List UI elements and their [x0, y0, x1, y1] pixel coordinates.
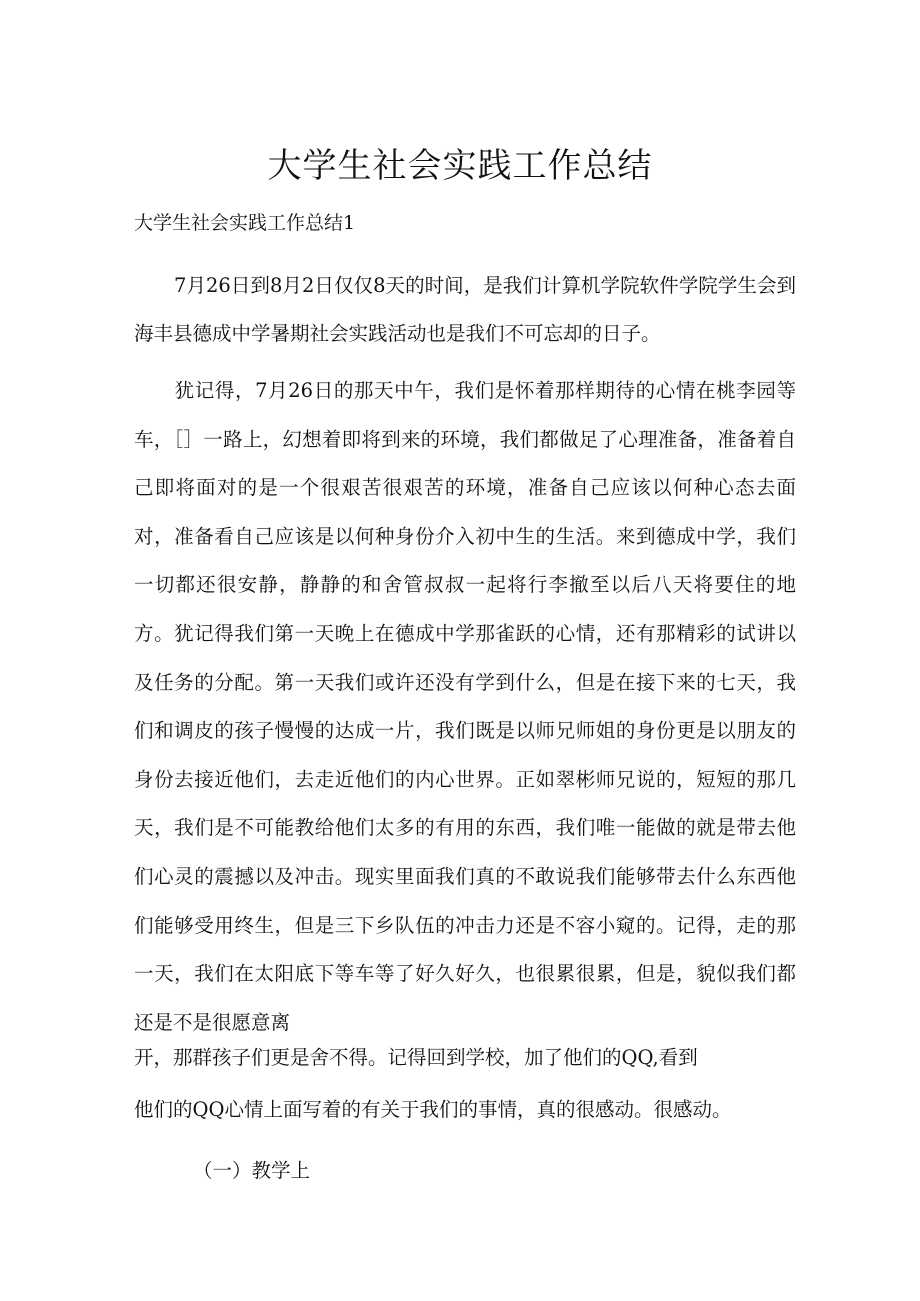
- paragraph-1-text: 7月26日到8月2日仅仅8天的时间，是我们计算机学院软件学院学生会到海丰县德成中学暑期社会实践活动也是我们不可忘却的日子。: [134, 274, 796, 345]
- paragraph-2: [134, 367, 796, 1047]
- document-subtitle: 大学生社会实践工作总结1: [134, 212, 356, 234]
- text-line-2: 他们的QQ心情上面写着的有关于我们的事情，真的很感动。很感动。: [134, 1098, 732, 1121]
- paragraph-2-text: 犹记得，7月26日的那天中午，我们是怀着那样期待的心情在桃李园等车，［］一路上，幻想着即将到来的环境，我们都做足了心理准备，准备着自己即将面对的是一个很艰苦很艰苦的环境，准备自己应该以何种心态去面对，准备看自己应该是以何种身份介入初中生的生活。来到德成中学，我们一切都还很安静，静静的和舍管叔叔一起将行李撤至以后八天将要住的地方。犹记得我们第一天晚上在德成中学那雀跃的心情，还有那精彩的试讲以及任务的分配。第一天我们或许还没有学到什么，但是在接下来的七天，我们和调皮的孩子慢慢的达成一片，我们既是以师兄师姐的身份更是以朋友的身份去接近他们，去走近他们的内心世界。正如翠彬师兄说的，短短的那几天，我们是不可能教给他们太多的有用的东西，我们唯一能做的就是带去他们心灵的震撼以及冲击。现实里面我们真的不敢说我们能够带去什么东西他们能够受用终生，但是三下乡队伍的冲击力还是不容小窥的。记得，走的那一天，我们在太阳底下等车等了好久好久，也很累很累，但是，貌似我们都还是不是很愿意离: [134, 379, 796, 1034]
- section-heading: （一）教学上: [193, 1159, 311, 1182]
- text-line-1: 开，那群孩子们更是舍不得。记得回到学校，加了他们的QQ,看到: [134, 1046, 698, 1069]
- document-title: 大学生社会实践工作总结: [267, 146, 653, 186]
- paragraph-1: [134, 262, 796, 358]
